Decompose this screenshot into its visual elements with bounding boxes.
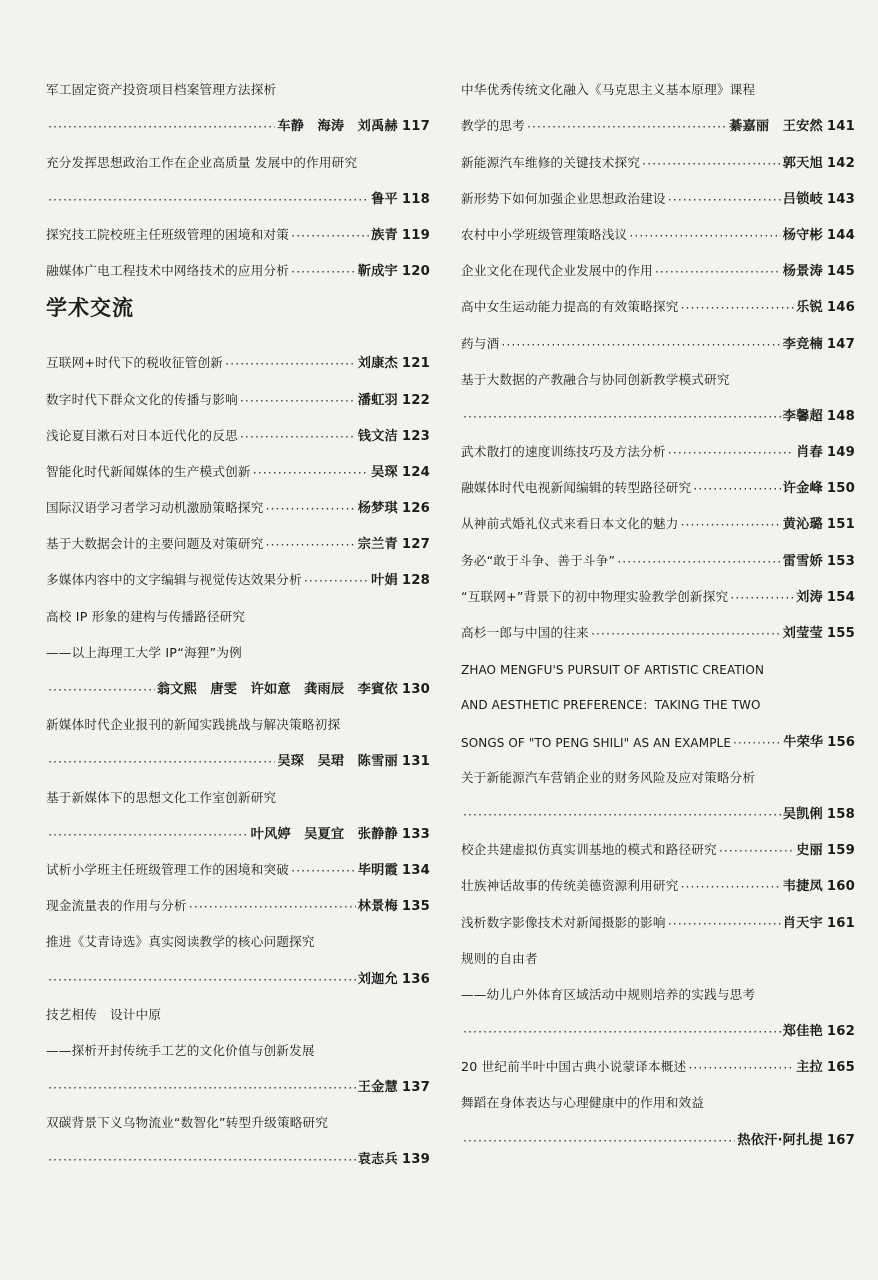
toc-entry-line: [461, 134, 855, 170]
entry-page-number: 131: [401, 754, 430, 770]
entry-author: 吴琛 吴珺 陈雪丽: [277, 754, 398, 770]
toc-entry-line: [461, 352, 855, 388]
toc-entry-line: [461, 315, 855, 351]
dot-leader: [719, 843, 794, 858]
entry-title: ——探析开封传统手工艺的文化价值与创新发展: [46, 1042, 315, 1058]
toc-entry-line: [46, 987, 430, 1023]
toc-entry-line: [46, 878, 430, 914]
entry-author: 韦捷凤: [782, 879, 823, 895]
entry-title: 双碳背景下义乌物流业“数智化”转型升级策略研究: [46, 1115, 329, 1131]
toc-entry-line: [46, 171, 430, 207]
entry-title: 高中女生运动能力提高的有效策略探究: [461, 299, 679, 315]
entry-author: 袁志兵: [357, 1152, 398, 1168]
entry-author: 杨梦琪: [357, 501, 398, 517]
dot-leader: [501, 337, 780, 352]
toc-entry-line: [461, 279, 855, 315]
entry-title: 舞蹈在身体表达与心理健康中的作用和效益: [461, 1095, 705, 1111]
entry-page-number: 142: [826, 155, 855, 171]
toc-entry-line: [46, 444, 430, 480]
dot-leader: [291, 228, 369, 243]
toc-entry-line: [461, 243, 855, 279]
entry-title: 智能化时代新闻媒体的生产模式创新: [46, 463, 251, 479]
entry-title: 基于大数据的产教融合与协同创新教学模式研究: [461, 371, 730, 387]
dot-leader: [668, 445, 794, 460]
entry-page-number: 135: [401, 899, 430, 915]
entry-title: 基于大数据会计的主要问题及对策研究: [46, 536, 264, 552]
dot-leader: [266, 537, 356, 552]
entry-title: 新能源汽车维修的关键技术探究: [461, 154, 641, 170]
entry-title: SONGS OF "TO PENG SHILI" AS AN EXAMPLE: [461, 735, 731, 750]
dot-leader: [681, 879, 781, 894]
entry-author: 刘康杰: [357, 356, 398, 372]
entry-page-number: 146: [826, 300, 855, 316]
toc-entry-line: [46, 697, 430, 733]
entry-author: 郑佳艳: [782, 1024, 823, 1040]
entry-title: 20 世纪前半叶中国古典小说蒙译本概述: [461, 1059, 687, 1075]
entry-page-number: 118: [401, 191, 430, 207]
entry-author: 王金慧: [357, 1080, 398, 1096]
entry-page-number: 123: [401, 428, 430, 444]
entry-author: 吕锁岐: [782, 191, 823, 207]
toc-entry-line: [46, 625, 430, 661]
toc-entry-line: [46, 661, 430, 697]
toc-entry-line: [46, 98, 430, 134]
entry-title: 浅论夏目漱石对日本近代化的反思: [46, 427, 238, 443]
entry-title: 互联网+时代下的税收征管创新: [46, 355, 224, 371]
dot-leader: [48, 1080, 356, 1095]
toc-entry-line: [461, 858, 855, 894]
toc-entry-line: [46, 335, 430, 371]
entry-page-number: 126: [401, 501, 430, 517]
toc-entry-line: [46, 1095, 430, 1131]
entry-title: 高校 IP 形象的建构与传播路径研究: [46, 608, 246, 624]
dot-leader: [668, 916, 781, 931]
dot-leader: [253, 465, 369, 480]
entry-title: 数字时代下群众文化的传播与影响: [46, 391, 238, 407]
entry-author: 李馨超: [782, 408, 823, 424]
entry-author: 许金峰: [782, 481, 823, 497]
entry-author: 肖春: [796, 445, 823, 461]
entry-page-number: 156: [827, 734, 855, 750]
dot-leader: [733, 736, 781, 750]
toc-right-column: [461, 62, 855, 1148]
entry-title: 融媒体广电工程技术中网络技术的应用分析: [46, 263, 290, 279]
dot-leader: [629, 228, 780, 243]
toc-entry-line: [461, 460, 855, 496]
toc-entry-line: [46, 207, 430, 243]
toc-entry-line: [46, 243, 430, 279]
entry-author: 主拉: [796, 1060, 823, 1076]
toc-entry-line: [46, 842, 430, 878]
entry-page-number: 165: [826, 1060, 855, 1076]
dot-leader: [48, 754, 275, 769]
toc-entry-line: [46, 371, 430, 407]
entry-page-number: 149: [826, 445, 855, 461]
entry-author: 肖天宇: [782, 915, 823, 931]
toc-entry-line: [46, 134, 430, 170]
entry-title: 探究技工院校班主任班级管理的困境和对策: [46, 226, 290, 242]
toc-entry-line: [461, 931, 855, 967]
entry-page-number: 167: [826, 1132, 855, 1148]
toc-entry-line: [46, 480, 430, 516]
entry-page-number: 159: [826, 843, 855, 859]
toc-entry-line: [461, 641, 855, 677]
entry-page-number: 133: [401, 826, 430, 842]
dot-leader: [681, 517, 781, 532]
toc-entry-line: [46, 950, 430, 986]
entry-author: 吴凯俐: [782, 806, 823, 822]
toc-entry-line: [461, 1111, 855, 1147]
toc-entry-line: [461, 894, 855, 930]
dot-leader: [463, 807, 781, 822]
entry-title: 充分发挥思想政治工作在企业高质量 发展中的作用研究: [46, 154, 358, 170]
toc-entry-line: [461, 1039, 855, 1075]
entry-author: 刘迦允: [357, 971, 398, 987]
dot-leader: [655, 264, 781, 279]
dot-leader: [240, 393, 356, 408]
toc-entry-line: [461, 424, 855, 460]
entry-title: ——以上海理工大学 IP“海狸”为例: [46, 644, 242, 660]
entry-page-number: 151: [826, 517, 855, 533]
entry-page-number: 130: [401, 682, 430, 697]
entry-page-number: 117: [401, 119, 430, 135]
entry-author: 牛荣华: [783, 734, 824, 750]
entry-author: 吴琛: [371, 464, 398, 480]
dot-leader: [591, 626, 781, 641]
section-heading: 学术交流: [46, 296, 134, 321]
dot-leader: [48, 682, 155, 697]
entry-title: 基于新媒体下的思想文化工作室创新研究: [46, 789, 277, 805]
entry-title: “互联网+”背景下的初中物理实验教学创新探究: [461, 588, 729, 604]
toc-entry-line: [461, 677, 855, 713]
entry-title: 国际汉语学习者学习动机激励策略探究: [46, 500, 264, 516]
entry-title: 关于新能源汽车营销企业的财务风险及应对策略分析: [461, 769, 756, 785]
entry-title: 浅析数字影像技术对新闻摄影的影响: [461, 914, 666, 930]
entry-author: 史丽: [796, 843, 823, 859]
entry-title: 从神前式婚礼仪式来看日本文化的魅力: [461, 516, 679, 532]
toc-entry-line: [46, 806, 430, 842]
entry-title: 新媒体时代企业报刊的新闻实践挑战与解决策略初探: [46, 717, 341, 733]
toc-entry-line: [46, 1131, 430, 1167]
entry-page-number: 144: [826, 227, 855, 243]
toc-entry-line: [46, 516, 430, 552]
toc-entry-line: [461, 496, 855, 532]
entry-author: 郭天旭: [782, 155, 823, 171]
toc-entry-line: [46, 733, 430, 769]
entry-title: 壮族神话故事的传统美德资源利用研究: [461, 878, 679, 894]
entry-page-number: 136: [401, 971, 430, 987]
entry-author: 鲁平: [371, 191, 398, 207]
toc-entry-line: [46, 62, 430, 98]
entry-author: 宗兰青: [357, 537, 398, 553]
toc-entry-line: [46, 588, 430, 624]
entry-page-number: 119: [401, 227, 430, 243]
entry-page-number: 122: [401, 392, 430, 408]
dot-leader: [291, 863, 356, 878]
entry-title: 现金流量表的作用与分析: [46, 898, 187, 914]
entry-author: 潘虹羽: [357, 392, 398, 408]
entry-title: 规则的自由者: [461, 950, 538, 966]
entry-title: ZHAO MENGFU'S PURSUIT OF ARTISTIC CREATION: [461, 663, 765, 678]
entry-author: 林景梅: [357, 899, 398, 915]
entry-page-number: 139: [401, 1152, 430, 1168]
entry-author: 杨景涛: [782, 264, 823, 280]
entry-page-number: 141: [826, 119, 855, 135]
entry-author: 黄沁璐: [782, 517, 823, 533]
entry-author: 綦嘉丽 王安然: [729, 119, 823, 135]
entry-title: 高杉一郎与中国的往来: [461, 625, 589, 640]
entry-title: 技艺相传 设计中原: [46, 1006, 162, 1022]
entry-author: 翁文熙 唐雯 许如意 龚雨辰 李賓依: [156, 682, 398, 697]
toc-entry-line: [461, 1003, 855, 1039]
entry-author: 钱文洁: [357, 428, 398, 444]
entry-page-number: 121: [401, 356, 430, 372]
toc-entry-line: [461, 967, 855, 1003]
dot-leader: [48, 972, 356, 987]
entry-author: 叶风婷 吴夏宜 张静静: [250, 826, 398, 842]
dot-leader: [240, 429, 356, 444]
entry-author: 族青: [371, 227, 398, 243]
dot-leader: [617, 554, 781, 569]
entry-page-number: 153: [826, 553, 855, 569]
dot-leader: [189, 899, 356, 914]
entry-page-number: 145: [826, 264, 855, 280]
dot-leader: [48, 1152, 356, 1167]
toc-entry-line: [461, 1075, 855, 1111]
entry-page-number: 162: [826, 1024, 855, 1040]
dot-leader: [304, 573, 369, 588]
entry-author: 刘涛: [796, 589, 823, 605]
toc-left-column: [46, 62, 430, 1167]
entry-title: 推进《艾青诗选》真实阅读教学的核心问题探究: [46, 934, 315, 950]
entry-page-number: 160: [826, 879, 855, 895]
dot-leader: [527, 119, 727, 134]
entry-author: 刘莹莹: [782, 626, 823, 641]
dot-leader: [688, 1060, 794, 1075]
entry-author: 杨守彬: [782, 227, 823, 243]
entry-title: AND AESTHETIC PREFERENCE：TAKING THE TWO: [461, 698, 761, 713]
entry-author: 毕明霞: [357, 862, 398, 878]
dot-leader: [693, 481, 780, 496]
toc-entry-line: [461, 62, 855, 98]
entry-title: 军工固定资产投资项目档案管理方法探析: [46, 82, 277, 98]
entry-title: 试析小学班主任班级管理工作的困境和突破: [46, 861, 290, 877]
toc-entry-line: [461, 207, 855, 243]
dot-leader: [266, 501, 356, 516]
entry-author: 车静 海涛 刘禹赫: [277, 119, 398, 135]
entry-title: 融媒体时代电视新闻编辑的转型路径研究: [461, 480, 692, 496]
entry-title: 教学的思考: [461, 118, 525, 134]
dot-leader: [463, 1024, 781, 1039]
entry-page-number: 148: [826, 408, 855, 424]
entry-title: 药与酒: [461, 335, 500, 351]
toc-entry-line: [46, 552, 430, 588]
entry-page-number: 155: [826, 626, 855, 641]
entry-title: 务必“敢于斗争、善于斗争”: [461, 552, 616, 568]
toc-entry-line: [461, 569, 855, 605]
toc-entry-line: [46, 1023, 430, 1059]
dot-leader: [642, 156, 781, 171]
toc-entry-line: [461, 98, 855, 134]
entry-page-number: 124: [401, 464, 430, 480]
entry-page-number: 161: [826, 915, 855, 931]
toc-entry-line: [461, 171, 855, 207]
entry-page-number: 120: [401, 264, 430, 280]
dot-leader: [463, 409, 781, 424]
toc-entry-line: [461, 388, 855, 424]
dot-leader: [463, 1133, 735, 1148]
entry-title: 校企共建虚拟仿真实训基地的模式和路径研究: [461, 842, 717, 858]
entry-page-number: 134: [401, 862, 430, 878]
dot-leader: [48, 827, 249, 842]
entry-title: 多媒体内容中的文字编辑与视觉传达效果分析: [46, 572, 302, 588]
dot-leader: [225, 356, 356, 371]
entry-title: 中华优秀传统文化融入《马克思主义基本原理》课程: [461, 82, 756, 98]
toc-entry-line: [46, 769, 430, 805]
entry-title: ——幼儿户外体育区域活动中规则培养的实践与思考: [461, 986, 756, 1002]
dot-leader: [730, 590, 794, 605]
toc-entry-line: [46, 914, 430, 950]
dot-leader: [681, 300, 795, 315]
toc-entry-line: [461, 786, 855, 822]
entry-title: 武术散打的速度训练技巧及方法分析: [461, 444, 666, 460]
entry-page-number: 154: [826, 589, 855, 605]
entry-author: 雷雪娇: [782, 553, 823, 569]
toc-entry-line: [461, 822, 855, 858]
toc-entry-line: [461, 605, 855, 641]
entry-author: 李竞楠: [782, 336, 823, 352]
entry-page-number: 150: [826, 481, 855, 497]
entry-page-number: 143: [826, 191, 855, 207]
entry-author: 乐锐: [796, 300, 823, 316]
entry-page-number: 127: [401, 537, 430, 553]
entry-title: 农村中小学班级管理策略浅议: [461, 226, 628, 242]
dot-leader: [668, 192, 781, 207]
entry-page-number: 128: [401, 573, 430, 589]
entry-title: 新形势下如何加强企业思想政治建设: [461, 190, 666, 206]
toc-entry-line: [461, 750, 855, 786]
entry-author: 靳成宇: [357, 264, 398, 280]
dot-leader: [48, 192, 369, 207]
entry-page-number: 137: [401, 1080, 430, 1096]
toc-entry-line: [46, 408, 430, 444]
entry-page-number: 158: [826, 806, 855, 822]
entry-author: 热依汗·阿扎提: [737, 1132, 823, 1148]
entry-page-number: 147: [826, 336, 855, 352]
dot-leader: [291, 264, 356, 279]
toc-entry-line: [46, 1059, 430, 1095]
dot-leader: [48, 119, 275, 134]
entry-author: 叶娟: [371, 573, 398, 589]
entry-title: 企业文化在现代企业发展中的作用: [461, 263, 653, 279]
toc-entry-line: [461, 713, 855, 749]
toc-entry-line: [461, 532, 855, 568]
